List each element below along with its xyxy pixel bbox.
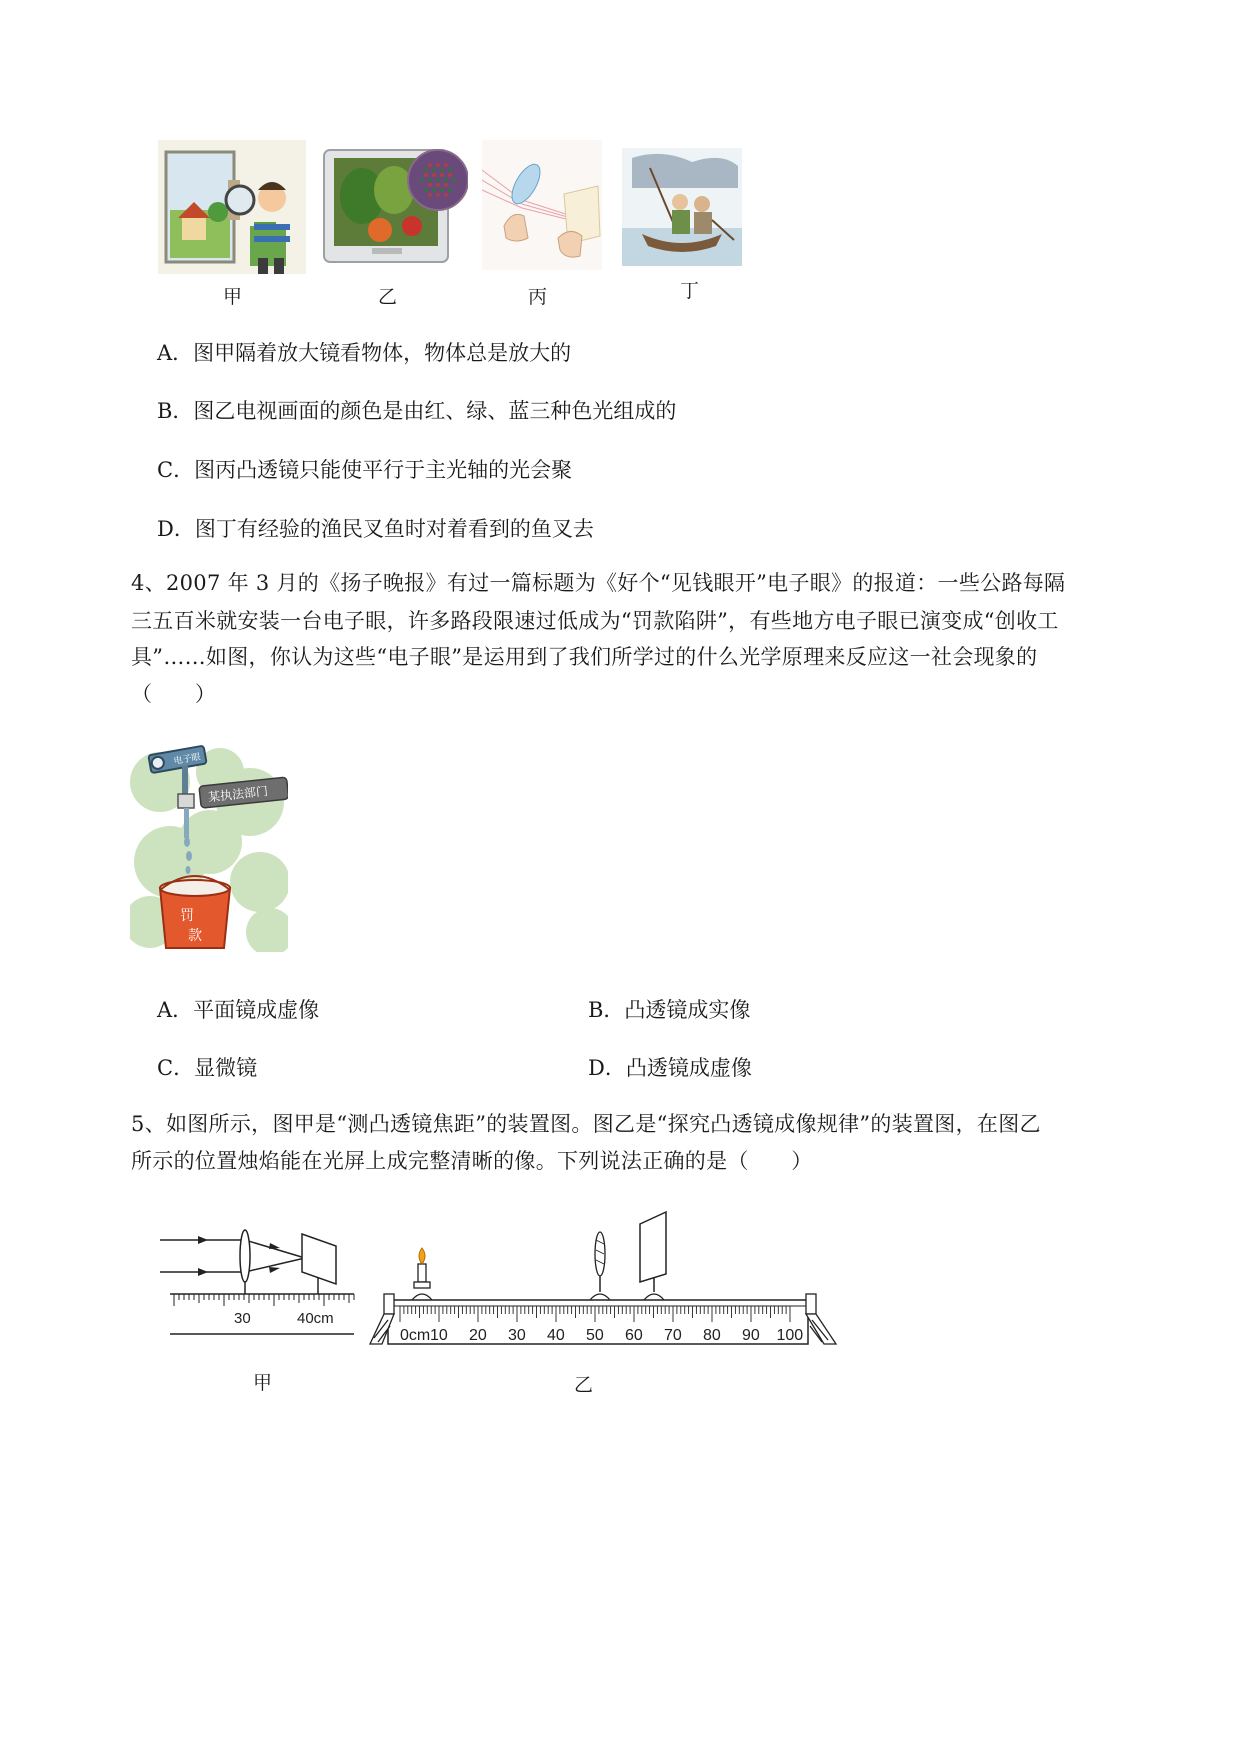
figure-yi-tv bbox=[322, 140, 468, 268]
q3-option-a[interactable]: A．图甲隔着放大镜看物体，物体总是放大的 bbox=[157, 341, 572, 365]
sign-label: 某执法部门 bbox=[207, 784, 269, 805]
figure-optical-bench bbox=[360, 1204, 850, 1354]
q5-line-1: 5、如图所示，图甲是“测凸透镜焦距”的装置图。图乙是“探究凸透镜成像规律”的装置图，在图乙 bbox=[131, 1112, 1041, 1136]
q4-option-a[interactable]: A．平面镜成虚像 bbox=[157, 998, 320, 1022]
bench-tick-label: 0cm bbox=[400, 1327, 431, 1344]
bench-tick-label: 60 bbox=[625, 1327, 643, 1344]
bench-tick-label: 90 bbox=[742, 1327, 760, 1344]
q4-line-1: 4、2007 年 3 月的《扬子晚报》有过一篇标题为《好个“见钱眼开”电子眼》的报道：一些公路每隔 bbox=[131, 571, 1066, 595]
caption-fig-yi: 乙 bbox=[574, 1374, 594, 1396]
caption-fig-jia: 甲 bbox=[253, 1372, 273, 1394]
bench-tick-label: 10 bbox=[430, 1327, 448, 1344]
caption-bing: 丙 bbox=[528, 286, 548, 308]
tick-40cm: 40cm bbox=[297, 1310, 334, 1327]
bench-tick-label: 70 bbox=[664, 1327, 682, 1344]
bench-tick-label: 20 bbox=[469, 1327, 487, 1344]
bucket-label-2: 款 bbox=[188, 927, 202, 943]
bucket-label-1: 罚 bbox=[180, 907, 194, 923]
figure-jia-magnifier bbox=[158, 140, 306, 274]
figure-ding-fisherman bbox=[622, 148, 742, 266]
q4-option-b[interactable]: B．凸透镜成实像 bbox=[588, 998, 751, 1022]
q3-option-d[interactable]: D．图丁有经验的渔民叉鱼时对着看到的鱼叉去 bbox=[157, 517, 594, 541]
q4-option-d[interactable]: D．凸透镜成虚像 bbox=[588, 1056, 752, 1080]
q3-option-b[interactable]: B．图乙电视画面的颜色是由红、绿、蓝三种色光组成的 bbox=[157, 399, 677, 423]
caption-jia: 甲 bbox=[223, 286, 243, 308]
bench-tick-label: 80 bbox=[703, 1327, 721, 1344]
caption-yi: 乙 bbox=[378, 286, 398, 308]
bench-tick-label: 30 bbox=[508, 1327, 526, 1344]
caption-ding: 丁 bbox=[680, 280, 700, 302]
camera-label: 电子眼 bbox=[172, 751, 202, 766]
q5-line-2: 所示的位置烛焰能在光屏上成完整清晰的像。下列说法正确的是（ ） bbox=[131, 1149, 813, 1173]
q4-line-4: （ ） bbox=[131, 682, 217, 706]
tick-30: 30 bbox=[234, 1310, 251, 1327]
figure-bing-lens bbox=[482, 140, 602, 270]
bench-tick-label: 40 bbox=[547, 1327, 565, 1344]
q4-line-3: 具”……如图，你认为这些“电子眼”是运用到了我们所学过的什么光学原理来反应这一社会现象的 bbox=[131, 645, 1038, 669]
figure-focal-length-setup bbox=[150, 1222, 370, 1342]
q4-option-c[interactable]: C．显微镜 bbox=[157, 1056, 258, 1080]
q4-line-2: 三五百米就安装一台电子眼，许多路段限速过低成为“罚款陷阱”，有些地方电子眼已演变成“创收工 bbox=[131, 609, 1059, 633]
figure-electronic-eye-cartoon bbox=[130, 742, 288, 952]
bench-tick-label: 100 bbox=[776, 1327, 804, 1344]
q3-option-c[interactable]: C．图丙凸透镜只能使平行于主光轴的光会聚 bbox=[157, 458, 573, 482]
bench-tick-label: 50 bbox=[586, 1327, 604, 1344]
